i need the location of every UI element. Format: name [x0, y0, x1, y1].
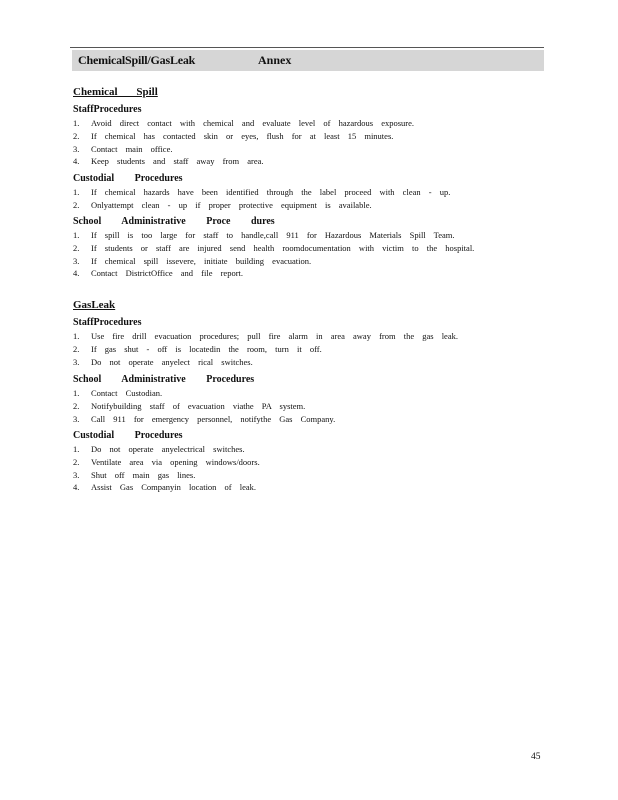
list-item: [73, 400, 533, 413]
item-text: If chemical has contacted skin or eyes, flush for at least 15 minutes.: [91, 130, 394, 141]
item-text: Contact Custodian.: [91, 388, 163, 398]
list-item: [73, 199, 533, 212]
list-chemical-admin: [73, 229, 533, 280]
list-gas-staff: [73, 330, 533, 368]
item-text: Onlyattempt clean - up if proper protective equipment is available.: [91, 199, 372, 210]
header-annex: Annex: [258, 53, 292, 67]
item-number: 2.: [73, 242, 80, 253]
list-item: [73, 143, 533, 156]
item-text: Use fire drill evacuation procedures; pull fire alarm in area away from the gas leak.: [91, 331, 458, 341]
item-text: Do not operate anyelect rical switches.: [91, 356, 253, 367]
item-number: 1.: [73, 187, 80, 197]
section-title-gas-leak-text: GasLeak: [73, 299, 116, 311]
list-item: [73, 229, 533, 242]
item-text: Shut off main gas lines.: [91, 469, 196, 480]
list-item: [73, 255, 533, 268]
item-text: If chemical hazards have been identified through the label proceed with clean - up.: [91, 187, 451, 197]
item-number: 4.: [73, 156, 80, 167]
list-item: [73, 130, 533, 143]
section-title-chemical-spill: [73, 86, 168, 98]
list-item: [73, 155, 533, 168]
item-text: Contact DistrictOffice and file report.: [91, 268, 244, 279]
list-item: [73, 330, 533, 343]
item-number: 2.: [73, 400, 80, 411]
subhead-chemical-custodial: Custodial Procedures: [73, 173, 183, 184]
item-text: If students or staff are injured send health roomdocumentation with victim to the hospital.: [91, 242, 475, 253]
list-item: [73, 481, 533, 494]
list-item: [73, 343, 533, 356]
item-number: 3.: [73, 255, 80, 266]
item-text: Call 911 for emergency personnel, notifythe Gas Company.: [91, 413, 336, 424]
list-item: [73, 267, 533, 280]
item-number: 1.: [73, 331, 80, 341]
item-text: If spill is too large for staff to handle,call 911 for Hazardous Materials Spill Team.: [91, 230, 455, 240]
list-item: [73, 456, 533, 469]
item-number: 3.: [73, 469, 80, 480]
list-gas-admin: [73, 387, 533, 425]
header-bar: [72, 50, 544, 71]
subhead-gas-custodial: Custodial Procedures: [73, 430, 183, 441]
item-number: 3.: [73, 413, 80, 424]
item-number: 2.: [73, 199, 80, 210]
section-title-chemical-spill-text: Chemical Spill: [73, 86, 158, 98]
list-item: [73, 413, 533, 426]
item-number: 2.: [73, 343, 80, 354]
item-text: Contact main office.: [91, 143, 173, 154]
list-chemical-custodial: [73, 186, 533, 212]
list-item: [73, 387, 533, 400]
item-number: 2.: [73, 456, 80, 467]
list-item: [73, 469, 533, 482]
item-text: If gas shut - off is locatedin the room, turn it off.: [91, 343, 322, 354]
subhead-gas-admin: School Administrative Procedures: [73, 374, 255, 385]
item-text: Do not operate anyelectrical switches.: [91, 444, 245, 454]
item-number: 1.: [73, 388, 80, 398]
list-item: [73, 242, 533, 255]
item-number: 4.: [73, 268, 80, 279]
subhead-gas-staff: StaffProcedures: [73, 317, 142, 328]
list-item: [73, 356, 533, 369]
item-number: 3.: [73, 143, 80, 154]
item-text: Keep students and staff away from area.: [91, 156, 264, 167]
item-text: Ventilate area via opening windows/doors.: [91, 456, 260, 467]
header-title: ChemicalSpill/GasLeak: [78, 53, 196, 67]
item-number: 1.: [73, 230, 80, 240]
section-title-gas-leak: [73, 299, 125, 311]
page-number: 45: [531, 752, 541, 762]
list-item: [73, 443, 533, 456]
subhead-chemical-staff: StaffProcedures: [73, 104, 142, 115]
item-text: If chemical spill issevere, initiate building evacuation.: [91, 255, 312, 266]
subhead-chemical-admin: School Administrative Proce dures: [73, 216, 275, 227]
item-number: 3.: [73, 356, 80, 367]
list-item: [73, 186, 533, 199]
item-number: 1.: [73, 444, 80, 454]
item-number: 1.: [73, 118, 80, 128]
list-item: [73, 117, 533, 130]
item-number: 2.: [73, 130, 80, 141]
item-text: Avoid direct contact with chemical and evaluate level of hazardous exposure.: [91, 118, 414, 128]
list-gas-custodial: [73, 443, 533, 494]
item-text: Assist Gas Companyin location of leak.: [91, 482, 257, 493]
item-text: Notifybuilding staff of evacuation viathe PA system.: [91, 400, 306, 411]
list-chemical-staff: [73, 117, 533, 168]
header-rule: [70, 47, 544, 48]
item-number: 4.: [73, 482, 80, 493]
